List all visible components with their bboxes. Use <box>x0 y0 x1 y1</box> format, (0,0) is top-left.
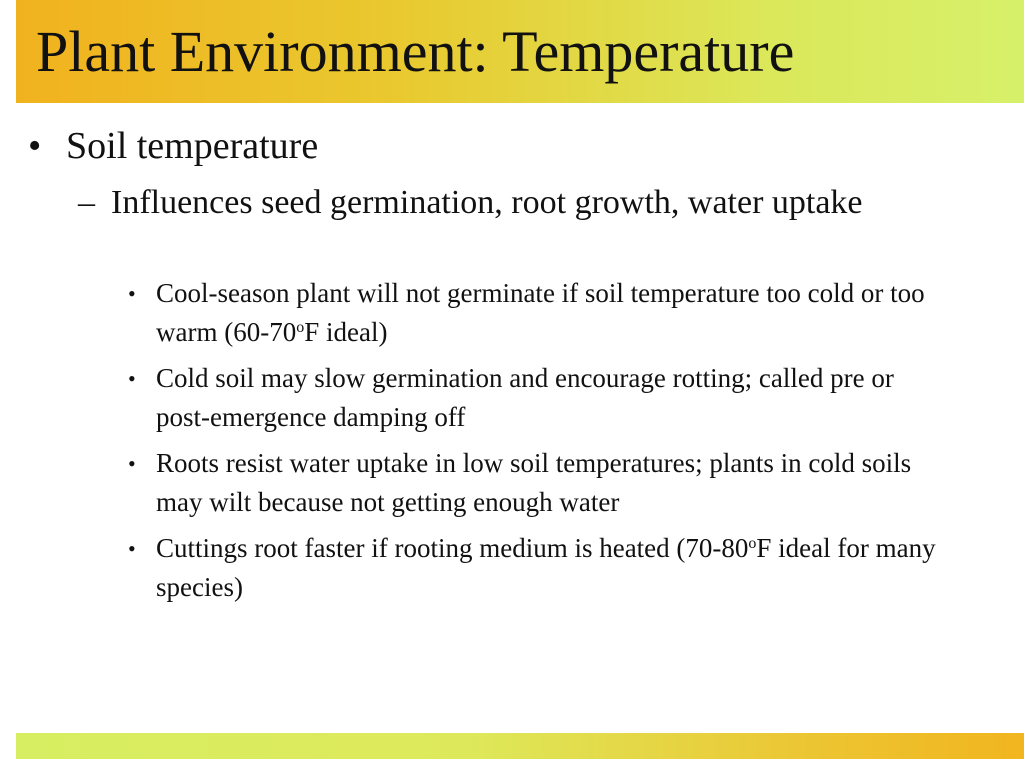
bullet-level3-text: Roots resist water uptake in low soil temperatures; plants in cold soils may wilt because not getting enough water <box>156 448 912 517</box>
bullet-level3-text: Cold soil may slow germination and encourage rotting; called pre or post-emergence damping off <box>156 363 894 432</box>
bullet-level3-item <box>126 529 946 607</box>
bullet-level3-item <box>126 274 946 352</box>
bullet-icon: • <box>128 366 136 391</box>
bullet-level3-item <box>126 359 946 437</box>
bullet-level2 <box>78 180 898 226</box>
bullet-level3-text: Cuttings root faster if rooting medium is heated (70-80 <box>156 533 749 563</box>
footer-bar <box>16 733 1024 759</box>
bullet-level3-text-tail: F ideal) <box>304 317 388 347</box>
bullet-icon: • <box>128 451 136 476</box>
bullet-level1-text: Soil temperature <box>66 125 319 167</box>
bullet-level3-text: Cool-season plant will not germinate if soil temperature too cold or too warm (60-70 <box>156 278 925 347</box>
bullet-level3-list <box>126 274 946 614</box>
bullet-icon: • <box>28 125 42 167</box>
bullet-icon: • <box>128 536 136 561</box>
degree-superscript: o <box>296 319 305 336</box>
bullet-icon: • <box>128 281 136 306</box>
degree-superscript: o <box>748 535 757 552</box>
bullet-level3-item <box>126 444 946 522</box>
dash-icon: – <box>78 184 95 221</box>
bullet-level2-text: Influences seed germination, root growth, water uptake <box>111 184 863 221</box>
bullet-level3-text-tail: F ideal for many species) <box>156 533 936 602</box>
slide-title: Plant Environment: Temperature <box>36 19 795 84</box>
bullet-level1 <box>28 124 318 168</box>
